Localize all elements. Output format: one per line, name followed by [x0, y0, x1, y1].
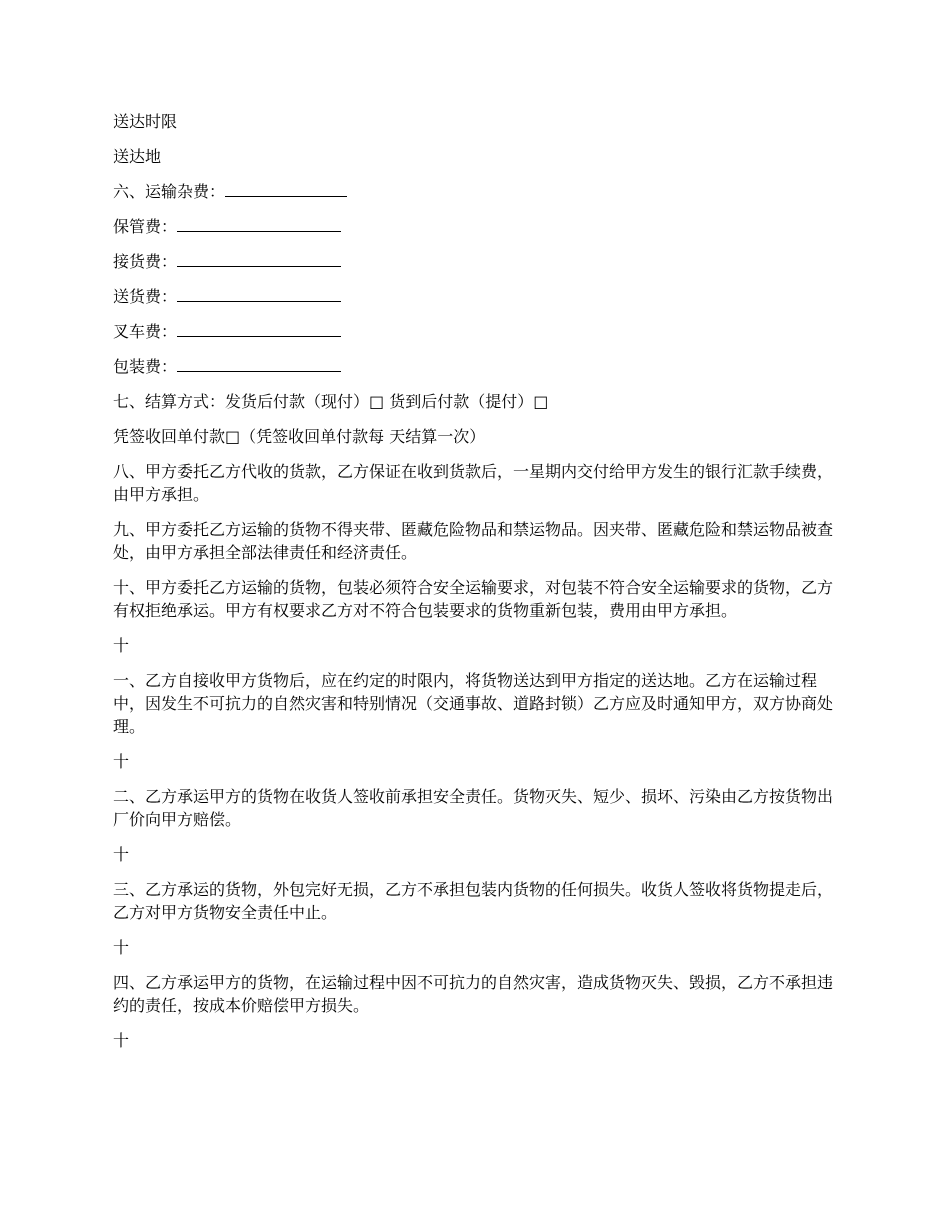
- clause-13: 三、乙方承运的货物，外包完好无损，乙方不承担包装内货物的任何损失。收货人签收将货物提走后，乙方对甲方货物安全责任中止。: [113, 880, 834, 922]
- clause-number-prefix: 十: [113, 1031, 130, 1050]
- forklift-fee-line: [113, 320, 840, 343]
- settlement-method-line: 七、结算方式：发货后付款（现付）□ 货到后付款（提付）□: [113, 392, 549, 411]
- fill-in-blank: [177, 321, 341, 337]
- settlement-receipt-line: 凭签收回单付款□（凭签收回单付款每 天结算一次）: [113, 427, 486, 446]
- delivery-place-line: 送达地: [113, 147, 162, 166]
- packaging-fee-line: [113, 355, 840, 378]
- document-page: [113, 110, 840, 1064]
- clause-12: 二、乙方承运甲方的货物在收货人签收前承担安全责任。货物灭失、短少、损坏、污染由乙方按货物出厂价向甲方赔偿。: [113, 787, 834, 829]
- clause-number-prefix: 十: [113, 752, 130, 771]
- field-label: 六、运输杂费：: [113, 182, 226, 201]
- field-label: 保管费：: [113, 217, 178, 236]
- clause-11: 一、乙方自接收甲方货物后，应在约定的时限内，将货物送达到甲方指定的送达地。乙方在运输过程中，因发生不可抗力的自然灾害和特别情况（交通事故、道路封锁）乙方应及时通知甲方，双方协商处理。: [113, 671, 834, 736]
- clause-8: 八、甲方委托乙方代收的货款，乙方保证在收到货款后，一星期内交付给甲方发生的银行汇款手续费，由甲方承担。: [113, 462, 834, 504]
- fill-in-blank: [177, 216, 341, 232]
- delivery-time-limit-line: 送达时限: [113, 112, 178, 131]
- fill-in-blank: [177, 356, 341, 372]
- field-label: 送货费：: [113, 287, 178, 306]
- pickup-fee-line: [113, 250, 840, 273]
- fill-in-blank: [177, 286, 341, 302]
- clause-number-prefix: 十: [113, 938, 130, 957]
- fill-in-blank: [177, 251, 341, 267]
- field-label: 接货费：: [113, 252, 178, 271]
- clause-number-prefix: 十: [113, 636, 130, 655]
- field-label: 包装费：: [113, 357, 178, 376]
- fill-in-blank: [225, 181, 347, 197]
- clause-10: 十、甲方委托乙方运输的货物，包装必须符合安全运输要求，对包装不符合安全运输要求的货物，乙方有权拒绝承运。甲方有权要求乙方对不符合包装要求的货物重新包装，费用由甲方承担。: [113, 578, 834, 620]
- field-label: 叉车费：: [113, 322, 178, 341]
- clause-14: 四、乙方承运甲方的货物，在运输过程中因不可抗力的自然灾害，造成货物灭失、毁损，乙方不承担违约的责任，按成本价赔偿甲方损失。: [113, 973, 834, 1015]
- clause-9: 九、甲方委托乙方运输的货物不得夹带、匿藏危险物品和禁运物品。因夹带、匿藏危险和禁运物品被查处，由甲方承担全部法律责任和经济责任。: [113, 520, 834, 562]
- transport-misc-fee-line: [113, 180, 840, 203]
- delivery-fee-line: [113, 285, 840, 308]
- storage-fee-line: [113, 215, 840, 238]
- clause-number-prefix: 十: [113, 845, 130, 864]
